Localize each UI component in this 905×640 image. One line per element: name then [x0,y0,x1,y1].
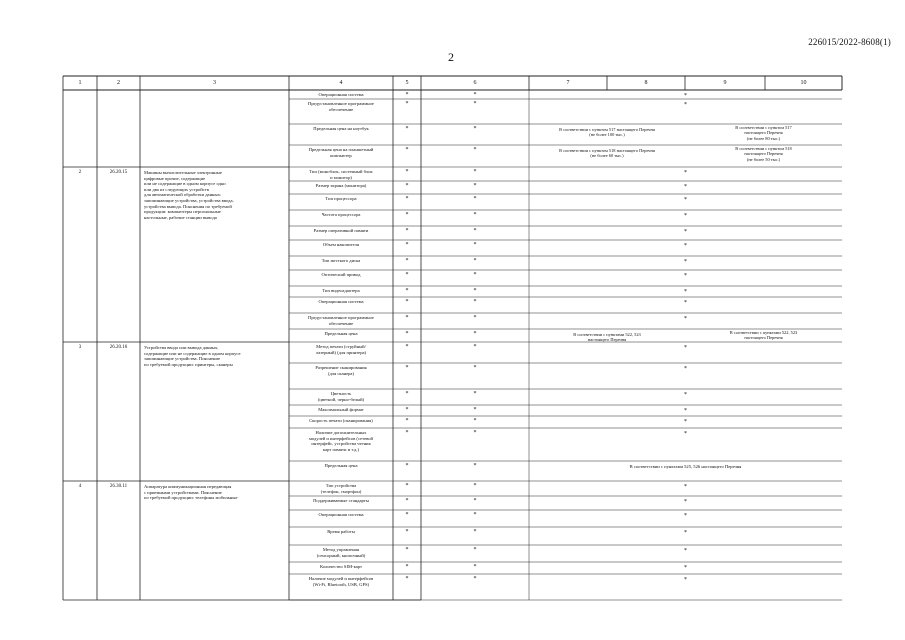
parameter-name: Операционная система [318,512,364,517]
column-number-10: 10 [800,80,807,86]
cell-col5: * [405,463,409,469]
merged-cell-col7-10: * [684,273,687,279]
merged-cell-col7-10: * [684,408,687,414]
parameter-name: Цветность (цветной, черно-белый) [317,391,365,402]
row-number: 4 [78,484,82,489]
merged-cell-col7-10: * [684,484,687,490]
column-number-1: 1 [78,80,82,86]
parameter-name: Количество SIM-карт [319,564,363,569]
cell-col5: * [405,299,409,305]
row-number: 3 [78,345,82,350]
parameter-name: Тип видеоадаптера [322,288,360,293]
document-number: 226015/2022-8608(1) [808,37,891,47]
merged-cell-col7-10: * [684,530,687,536]
parameter-name: Операционная система [318,299,364,304]
cell-col6: * [473,564,477,570]
cell-col6: * [473,288,477,294]
cell-col5: * [405,418,409,424]
parameter-name: Предустановленное программное обеспечение [308,315,374,326]
merged-cell-col7-10: * [684,184,687,190]
page-number: 2 [448,50,454,64]
cell-col6: * [473,418,477,424]
column-number-3: 3 [213,80,216,86]
cell-col6: * [473,147,477,153]
merged-cell-col7-10: * [684,289,687,295]
merged-cell-col7-10: * [684,102,687,108]
cell-col5: * [405,92,409,98]
cell-col5: * [405,391,409,397]
price-limit-col7-8: В соответствии с пунктом 517 настоящего Перечня (не более 100 тыс.) [559,127,655,138]
cell-col5: * [405,228,409,234]
cell-col6: * [473,228,477,234]
parameter-name: Максимальный формат [318,407,364,412]
cell-col5: * [405,183,409,189]
cell-col6: * [473,344,477,350]
parameter-name: Разрешение сканирования (для сканера) [315,365,367,376]
cell-col6: * [473,126,477,132]
parameter-name: Метод печати (струйный/ лазерный) (для принтера) [315,344,367,355]
cell-col5: * [405,212,409,218]
column-number-8: 8 [644,80,648,86]
parameter-name: Тип жесткого диска [321,258,361,263]
cell-col6: * [473,242,477,248]
cell-col5: * [405,315,409,321]
parameter-name: Поддерживаемые стандарты [313,498,369,503]
cell-col5: * [405,430,409,436]
merged-cell-col7-10: * [684,300,687,306]
cell-col6: * [473,196,477,202]
cell-col5: * [405,547,409,553]
cell-col6: * [473,92,477,98]
merged-cell-col7-10: * [684,392,687,398]
merged-cell-col7-10: * [684,316,687,322]
price-limit-col9-10: В соответствии с пунктом 518 настоящего Перечня (не более 50 тыс.) [735,146,792,162]
parameter-name: Тип устройства (телефон, смартфон) [320,483,362,494]
merged-cell-col7-10: * [684,419,687,425]
cell-col5: * [405,147,409,153]
cell-col6: * [473,365,477,371]
okpd-code: 26.30.11 [109,484,128,489]
column-number-7: 7 [566,80,570,86]
parameter-name: Объем накопителя [322,242,360,247]
okpd-code: 26.20.15 [109,170,128,175]
merged-cell-col7-10: * [684,577,687,583]
cell-col5: * [405,483,409,489]
cell-col5: * [405,407,409,413]
cell-col5: * [405,258,409,264]
cell-col5: * [405,365,409,371]
cell-col6: * [473,483,477,489]
cell-col6: * [473,258,477,264]
parameter-name: Предустановленное программное обеспечение [308,101,374,112]
cell-col6: * [473,212,477,218]
column-number-9: 9 [723,80,727,86]
price-limit-col9-10: В соответствии с пунктом 517 настоящего Перечня (не более 80 тыс.) [735,125,792,141]
parameter-name: Метод управления (сенсорный, кнопочный) [316,547,366,558]
cell-col5: * [405,272,409,278]
product-description: Аппаратура коммуникационная передающая с приемными устройствами. Пояснение по требуемой продукции: телефоны мобильные [144,484,238,501]
cell-col6: * [473,576,477,582]
merged-cell-col7-10: * [684,499,687,505]
cell-col5: * [405,564,409,570]
column-number-2: 2 [117,80,120,86]
cell-col6: * [473,169,477,175]
parameter-name: Тип процессора [325,196,357,201]
merged-cell-col7-10: * [684,229,687,235]
parameter-name: Тип (моноблок, системный блок и монитор) [309,169,373,180]
column-number-5: 5 [405,80,409,86]
merged-cell-col7-10: * [684,366,687,372]
merged-cell-col7-10: * [684,213,687,219]
cell-col6: * [473,430,477,436]
cell-col6: * [473,331,477,337]
product-description: Устройства ввода или вывода данных, содержащие или не содержащие в одном корпусе запоминающие устройства. Пояснение по требуемой продукции: принтеры, сканеры [144,345,241,367]
parameter-name: Предельная цена на планшетный компьютер [308,147,374,158]
cell-col6: * [473,529,477,535]
parameter-name: Размер оперативной памяти [313,228,369,233]
cell-col6: * [473,101,477,107]
cell-col6: * [473,272,477,278]
price-limit-col7-8: В соответствии с пунктами 522, 523 настоящего Перечня [573,332,641,343]
merged-cell-col7-10: * [684,170,687,176]
cell-col6: * [473,391,477,397]
cell-col6: * [473,299,477,305]
cell-col6: * [473,512,477,518]
column-number-6: 6 [473,80,477,86]
merged-cell-col7-10: В соответствии с пунктами 525, 526 настоящего Перечня [629,464,742,469]
cell-col5: * [405,196,409,202]
cell-col5: * [405,498,409,504]
merged-cell-col7-10: * [684,513,687,519]
cell-col5: * [405,101,409,107]
cell-col5: * [405,512,409,518]
cell-col6: * [473,183,477,189]
parameter-name: Предельная цена [324,331,358,336]
cell-col5: * [405,576,409,582]
price-limit-col9-10: В соответствии с пунктами 522, 523 настоящего Перечня [729,330,798,341]
parameter-name: Операционная система [318,92,364,97]
cell-col5: * [405,288,409,294]
cell-col5: * [405,529,409,535]
parameter-name: Предельная цена на ноутбук [313,126,369,131]
column-number-4: 4 [339,80,343,86]
parameter-name: Наличие модулей и интерфейсов (Wi-Fi, Bluetooth, USB, GPS) [308,576,374,587]
parameter-name: Наличие дополнительных модулей и интерфейсов (сетевой интерфейс, устройства чтения карт памяти и т.д.) [308,430,374,452]
cell-col6: * [473,463,477,469]
cell-col5: * [405,242,409,248]
parameter-name: Скорость печати (сканирования) [309,418,373,423]
merged-cell-col7-10: * [684,197,687,203]
cell-col6: * [473,407,477,413]
cell-col6: * [473,498,477,504]
merged-cell-col7-10: * [684,345,687,351]
parameter-name: Предельная цена [324,463,358,468]
cell-col5: * [405,344,409,350]
merged-cell-col7-10: * [684,93,687,99]
merged-cell-col7-10: * [684,243,687,249]
parameter-name: Время работы [327,529,355,534]
merged-cell-col7-10: * [684,548,687,554]
parameter-name: Частота процессора [321,212,361,217]
merged-cell-col7-10: * [684,259,687,265]
parameter-name: Оптический привод [321,272,361,277]
cell-col5: * [405,331,409,337]
okpd-code: 26.20.16 [109,345,128,350]
parameter-name: Размер экрана (монитора) [315,183,367,188]
cell-col6: * [473,547,477,553]
cell-col5: * [405,126,409,132]
cell-col6: * [473,315,477,321]
merged-cell-col7-10: * [684,431,687,437]
row-number: 2 [78,170,82,175]
merged-cell-col7-10: * [684,565,687,571]
product-description: Машины вычислительные электронные цифровые прочие, содержащие или не содержащие в одном корпусе одно или два из следующих устройств для автоматической обработки данных: запоминающие устройства, устройства ввода, устройства вывода. Пояснения по требуемой продукции: компьютеры персональные настольные, рабочие станции вывода [144,170,234,220]
price-limit-col7-8: В соответствии с пунктом 518 настоящего Перечня (не более 60 тыс.) [559,148,655,159]
cell-col5: * [405,169,409,175]
